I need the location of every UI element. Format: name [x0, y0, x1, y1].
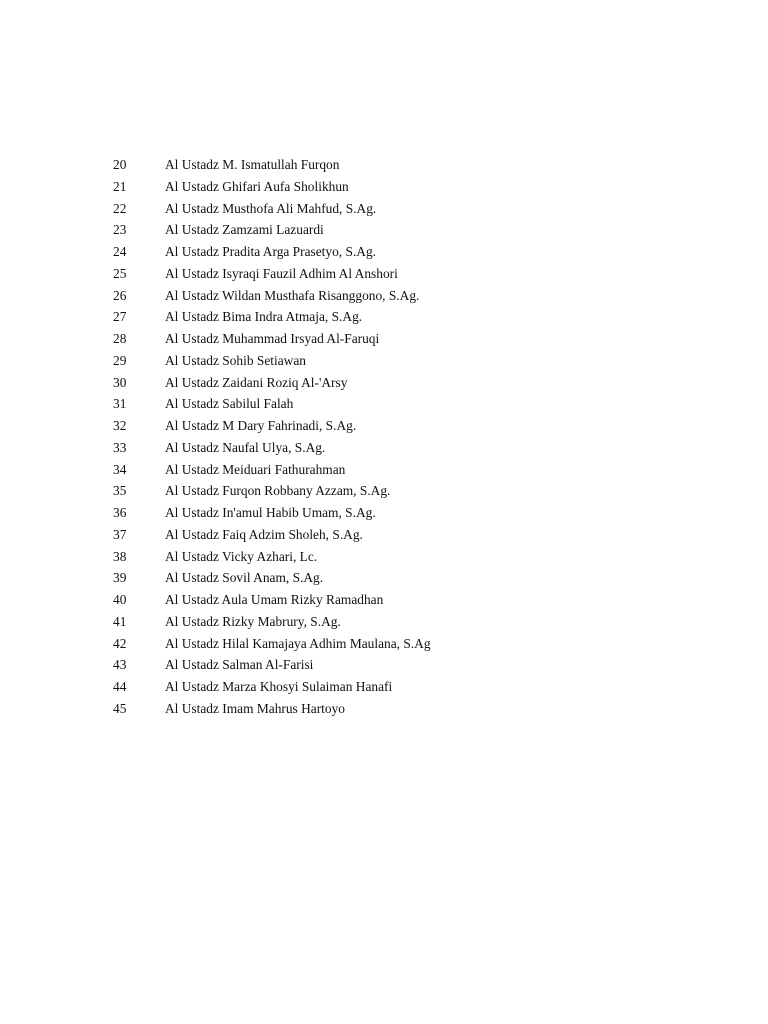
list-item — [0, 633, 768, 655]
list-item — [0, 502, 768, 524]
entry-number: 35 — [113, 483, 127, 499]
entry-number: 44 — [113, 679, 127, 694]
list-item — [0, 372, 768, 394]
entry-name: Al Ustadz Vicky Azhari, Lc. — [165, 548, 318, 564]
entry-number: 42 — [113, 635, 127, 651]
entry-name: Al Ustadz Muhammad Irsyad Al-Faruqi — [165, 331, 380, 346]
entry-name: Al Ustadz Zamzami Lazuardi — [165, 222, 324, 238]
entry-name: Al Ustadz Marza Khosyi Sulaiman Hanafi — [165, 679, 393, 694]
entry-name: Al Ustadz Aula Umam Rizky Ramadhan — [165, 592, 384, 607]
entry-number: 36 — [113, 505, 127, 520]
list-item — [0, 524, 768, 546]
entry-name: Al Ustadz Sohib Setiawan — [165, 352, 306, 368]
list-item — [0, 154, 768, 176]
entry-number: 24 — [113, 244, 127, 259]
entry-name: Al Ustadz In'amul Habib Umam, S.Ag. — [165, 505, 376, 520]
entry-name: Al Ustadz Meiduari Fathurahman — [165, 461, 346, 477]
list-item — [0, 219, 768, 241]
entry-number: 20 — [113, 157, 127, 172]
entry-name: Al Ustadz Ghifari Aufa Sholikhun — [165, 178, 349, 194]
entry-name: Al Ustadz Isyraqi Fauzil Adhim Al Anshori — [165, 265, 398, 281]
entry-name: Al Ustadz Furqon Robbany Azzam, S.Ag. — [165, 483, 391, 499]
list-item — [0, 306, 768, 328]
list-item — [0, 263, 768, 285]
list-item — [0, 241, 768, 263]
entry-name: Al Ustadz Imam Mahrus Hartoyo — [165, 700, 345, 716]
entry-number: 33 — [113, 439, 127, 455]
entry-number: 38 — [113, 548, 127, 564]
list-item — [0, 567, 768, 589]
list-item — [0, 176, 768, 198]
entry-name: Al Ustadz Zaidani Roziq Al-'Arsy — [165, 374, 348, 390]
entry-name: Al Ustadz M Dary Fahrinadi, S.Ag. — [165, 418, 357, 433]
list-item — [0, 480, 768, 502]
entry-number: 21 — [113, 178, 127, 194]
entry-name: Al Ustadz Musthofa Ali Mahfud, S.Ag. — [165, 200, 377, 216]
entry-name: Al Ustadz Salman Al-Farisi — [165, 657, 314, 673]
entry-name: Al Ustadz Sovil Anam, S.Ag. — [165, 570, 324, 586]
entry-name: Al Ustadz Pradita Arga Prasetyo, S.Ag. — [165, 244, 376, 259]
name-list — [0, 154, 768, 720]
entry-name: Al Ustadz M. Ismatullah Furqon — [165, 157, 340, 172]
entry-number: 41 — [113, 613, 127, 629]
entry-number: 27 — [113, 309, 127, 325]
list-item — [0, 328, 768, 350]
list-item — [0, 589, 768, 611]
entry-name: Al Ustadz Wildan Musthafa Risanggono, S.Ag. — [165, 287, 420, 303]
entry-number: 30 — [113, 374, 127, 390]
entry-number: 22 — [113, 200, 127, 216]
list-item — [0, 654, 768, 676]
entry-name: Al Ustadz Naufal Ulya, S.Ag. — [165, 439, 326, 455]
entry-number: 23 — [113, 222, 127, 238]
list-item — [0, 415, 768, 437]
list-item — [0, 459, 768, 481]
list-item — [0, 676, 768, 698]
entry-number: 40 — [113, 592, 127, 607]
list-item — [0, 198, 768, 220]
entry-name: Al Ustadz Faiq Adzim Sholeh, S.Ag. — [165, 526, 363, 542]
entry-name: Al Ustadz Rizky Mabrury, S.Ag. — [165, 613, 341, 629]
entry-number: 39 — [113, 570, 127, 586]
entry-number: 32 — [113, 418, 127, 433]
list-item — [0, 350, 768, 372]
entry-name: Al Ustadz Hilal Kamajaya Adhim Maulana, S.Ag — [165, 635, 431, 651]
entry-number: 29 — [113, 352, 127, 368]
list-item — [0, 393, 768, 415]
list-item — [0, 285, 768, 307]
entry-number: 43 — [113, 657, 127, 673]
entry-number: 34 — [113, 461, 127, 477]
entry-number: 45 — [113, 700, 127, 716]
entry-number: 37 — [113, 526, 127, 542]
entry-name: Al Ustadz Sabilul Falah — [165, 396, 294, 412]
list-item — [0, 611, 768, 633]
entry-number: 25 — [113, 265, 127, 281]
entry-number: 28 — [113, 331, 127, 346]
list-item — [0, 698, 768, 720]
list-item — [0, 546, 768, 568]
entry-number: 31 — [113, 396, 127, 412]
entry-number: 26 — [113, 287, 127, 303]
entry-name: Al Ustadz Bima Indra Atmaja, S.Ag. — [165, 309, 363, 325]
list-item — [0, 437, 768, 459]
